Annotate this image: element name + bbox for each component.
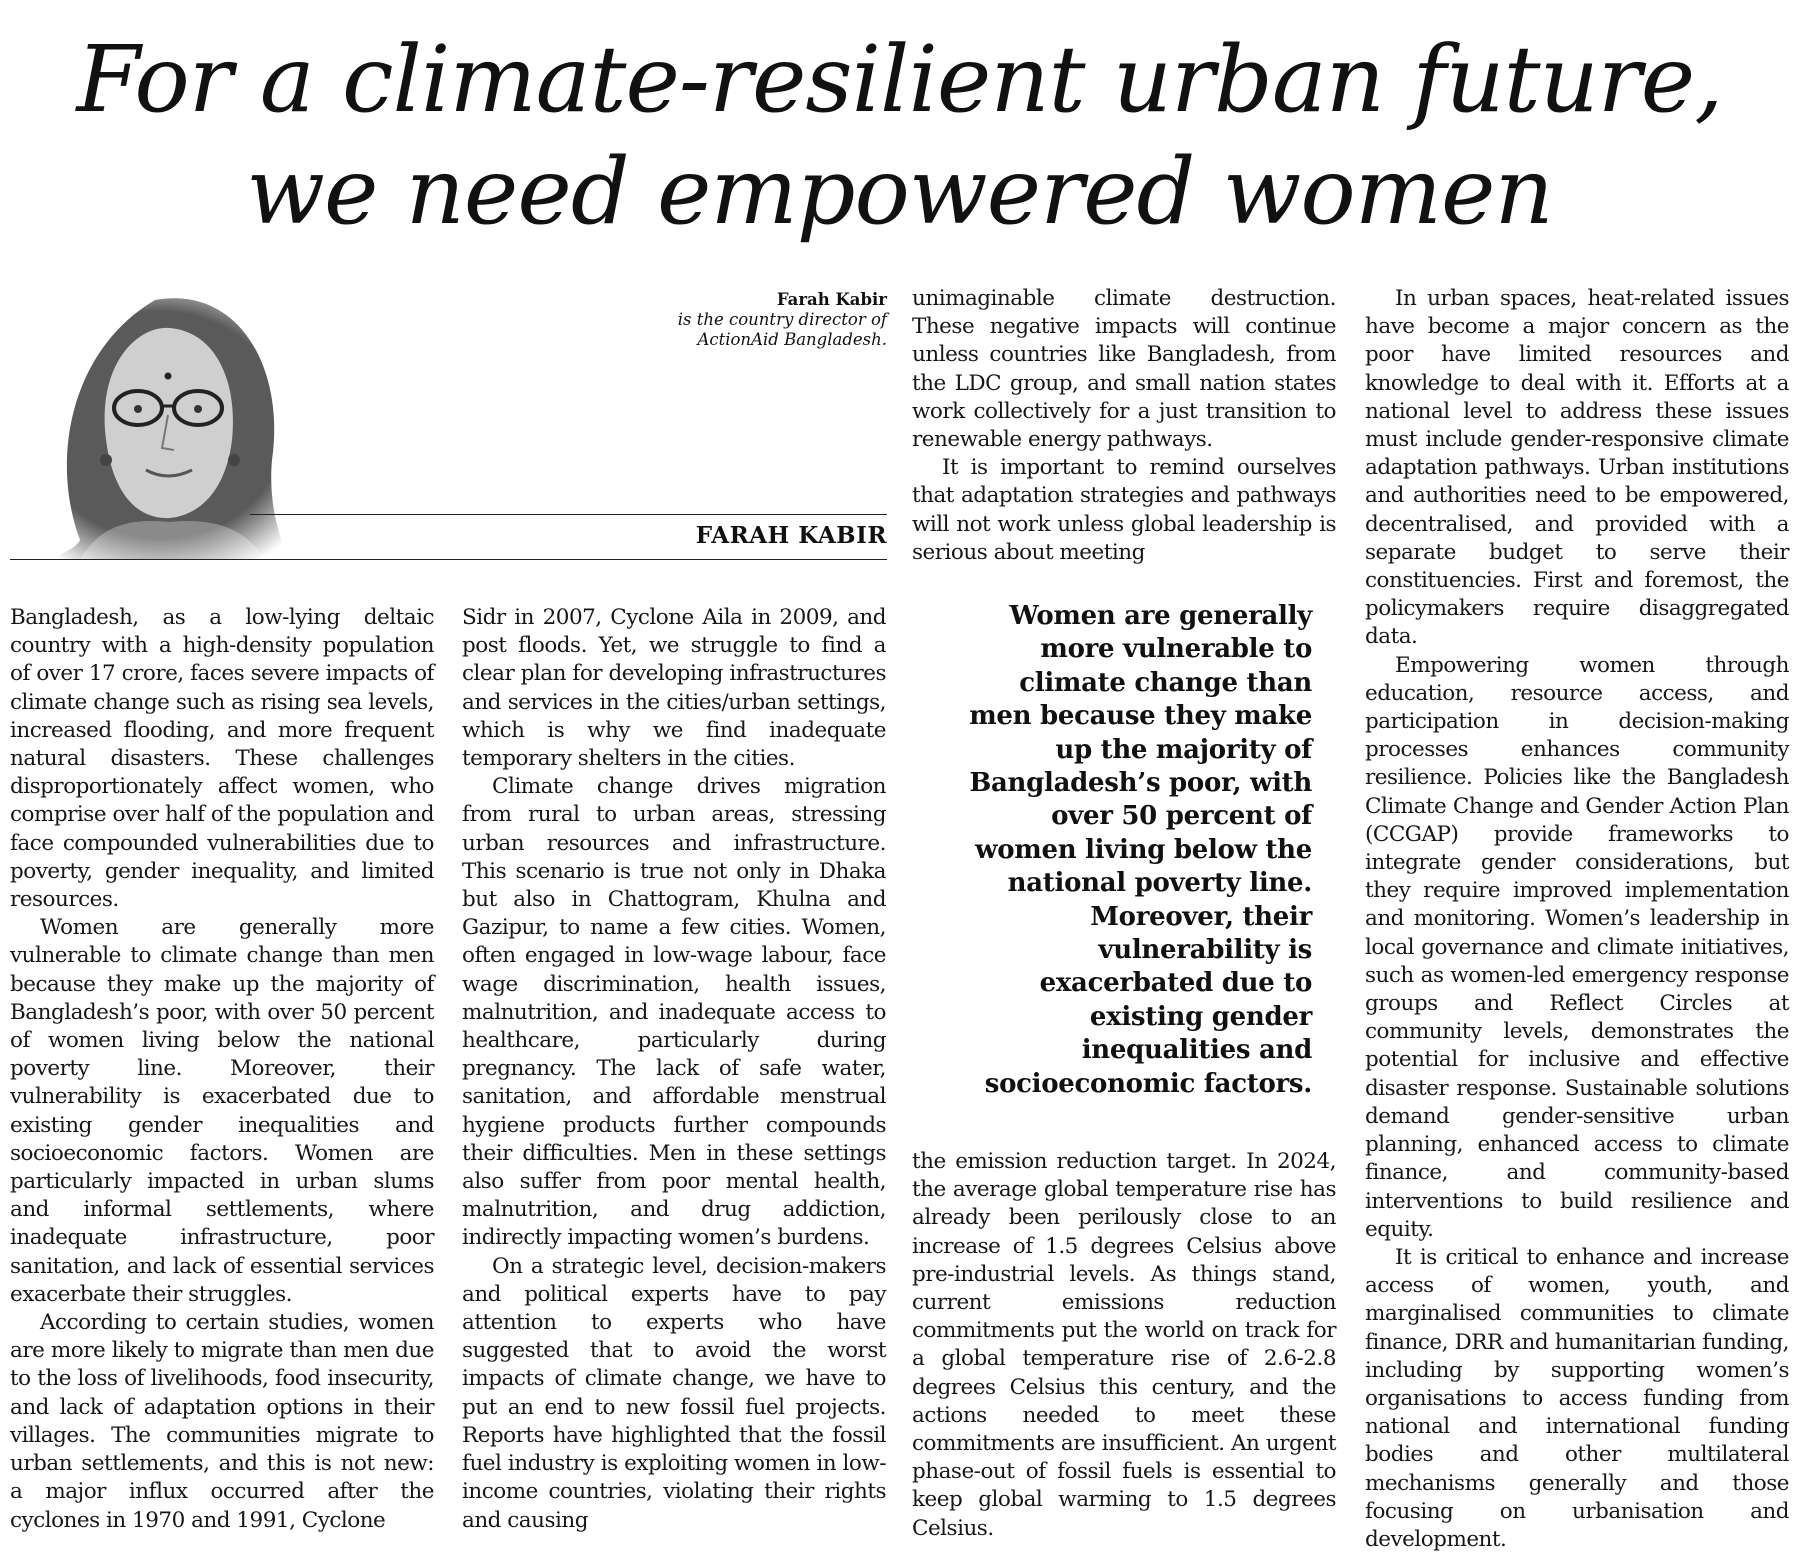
byline-rule-bottom [10, 559, 887, 560]
article-column-4 [1365, 285, 1789, 1554]
article-column-3-bottom [912, 1148, 1336, 1543]
paragraph: It is critical to enhance and increase access of women, youth, and marginalised communities to climate finance, DRR and humanitarian funding, including by supporting women’s organisations to access funding from national and international funding bodies and other multilateral mechanisms generally and those focusing on urbanisation and development. [1365, 1244, 1789, 1552]
author-portrait [10, 290, 310, 560]
article-column-1 [10, 604, 434, 1535]
paragraph: On a strategic level, decision-makers and political experts have to pay attention to experts who have suggested that to avoid the worst impacts of climate change, we have to put an end to new fossil fuel projects. Reports have highlighted that the fossil fuel industry is exploiting women in low-income countries, violating their rights and causing [462, 1253, 886, 1533]
author-role-line1: is the country director of [677, 310, 887, 329]
author-byline: FARAH KABIR [695, 522, 887, 549]
author-role-line2: ActionAid Bangladesh. [697, 330, 887, 349]
paragraph: It is important to remind ourselves that adaptation strategies and pathways will not work unless global leadership is serious about meeting [912, 455, 1336, 565]
author-credit-name: Farah Kabir [776, 290, 887, 309]
paragraph: unimaginable climate destruction. These negative impacts will continue unless countries like Bangladesh, from the LDC group, and small nation states work collectively for a just transition to renewable energy pathways. [912, 286, 1336, 453]
paragraph: Bangladesh, as a low-lying deltaic country with a high-density population of over 17 crore, faces severe impacts of climate change such as rising sea levels, increased flooding, and more frequent natural disasters. These challenges disproportionately affect women, who comprise over half of the population and face compounded vulnerabilities due to poverty, gender inequality, and limited resources. [10, 605, 434, 913]
paragraph: the emission reduction target. In 2024, the average global temperature rise has already been perilously close to an increase of 1.5 degrees Celsius above pre-industrial levels. As things stand, current emissions reduction commitments put the world on track for a global temperature rise of 2.6-2.8 degrees Celsius this century, and the actions needed to meet these commitments are insufficient. An urgent phase-out of fossil fuels is essential to keep global warming to 1.5 degrees Celsius. [912, 1149, 1336, 1541]
paragraph: Empowering women through education, resource access, and participation in decision-making processes enhances community resilience. Policies like the Bangladesh Climate Change and Gender Action Plan (CCGAP) provide frameworks to integrate gender considerations, but they require improved implementation and monitoring. Women’s leadership in local governance and climate initiatives, such as women-led emergency response groups and Reflect Circles at community levels, demonstrates the potential for inclusive and effective disaster response. Sustainable solutions demand gender-sensitive urban planning, enhanced access to climate finance, and community-based interventions to build resilience and equity. [1365, 652, 1789, 1242]
byline-block [10, 290, 887, 562]
article-column-2 [462, 604, 886, 1535]
paragraph: Climate change drives migration from rural to urban areas, stressing urban resources and infrastructure. This scenario is true not only in Dhaka but also in Chattogram, Khulna and Gazipur, to name a few cities. Women, often engaged in low-wage labour, face wage discrimination, health issues, malnutrition, and inadequate access to healthcare, particularly during pregnancy. The lack of safe water, sanitation, and affordable menstrual hygiene products further compounds their difficulties. Men in these settings also suffer from poor mental health, malnutrition, and drug addiction, indirectly impacting women’s burdens. [462, 774, 886, 1251]
author-credit [527, 290, 887, 350]
paragraph: Women are generally more vulnerable to climate change than men because they make up the majority of Bangladesh’s poor, with over 50 percent of women living below the national poverty line. Moreover, their vulnerability is exacerbated due to existing gender inequalities and socioeconomic factors. Women are particularly impacted in urban slums and informal settlements, where inadequate infrastructure, poor sanitation, and lack of essential services exacerbate their struggles. [10, 915, 434, 1307]
pull-quote: Women are generally more vulnerable to climate change than men because they make up the majority of Bangladesh’s poor, with over 50 percent of women living below the national poverty line. Moreover, their vulnerability is exacerbated due to existing gender inequalities and socioeconomic factors. [969, 601, 1312, 1099]
paragraph: According to certain studies, women are more likely to migrate than men due to the loss of livelihoods, food insecurity, and lack of adaptation options in their villages. The communities migrate to urban settlements, and this is not new: a major influx occurred after the cyclones in 1970 and 1991, Cyclone [10, 1310, 434, 1533]
byline-rule-top [250, 514, 887, 515]
headline: For a climate-resilient urban future, we need empowered women [76, 26, 1723, 245]
article-column-3-top [912, 285, 1336, 567]
paragraph: In urban spaces, heat-related issues have become a major concern as the poor have limited resources and knowledge to deal with it. Efforts at a national level to address these issues must include gender-responsive climate adaptation pathways. Urban institutions and authorities need to be empowered, decentralised, and provided with a separate budget to serve their constituencies. First and foremost, the policymakers require disaggregated data. [1365, 286, 1789, 650]
paragraph: Sidr in 2007, Cyclone Aila in 2009, and post floods. Yet, we struggle to find a clear plan for developing infrastructures and services in the cities/urban settings, which is why we find inadequate temporary shelters in the cities. [462, 605, 886, 772]
